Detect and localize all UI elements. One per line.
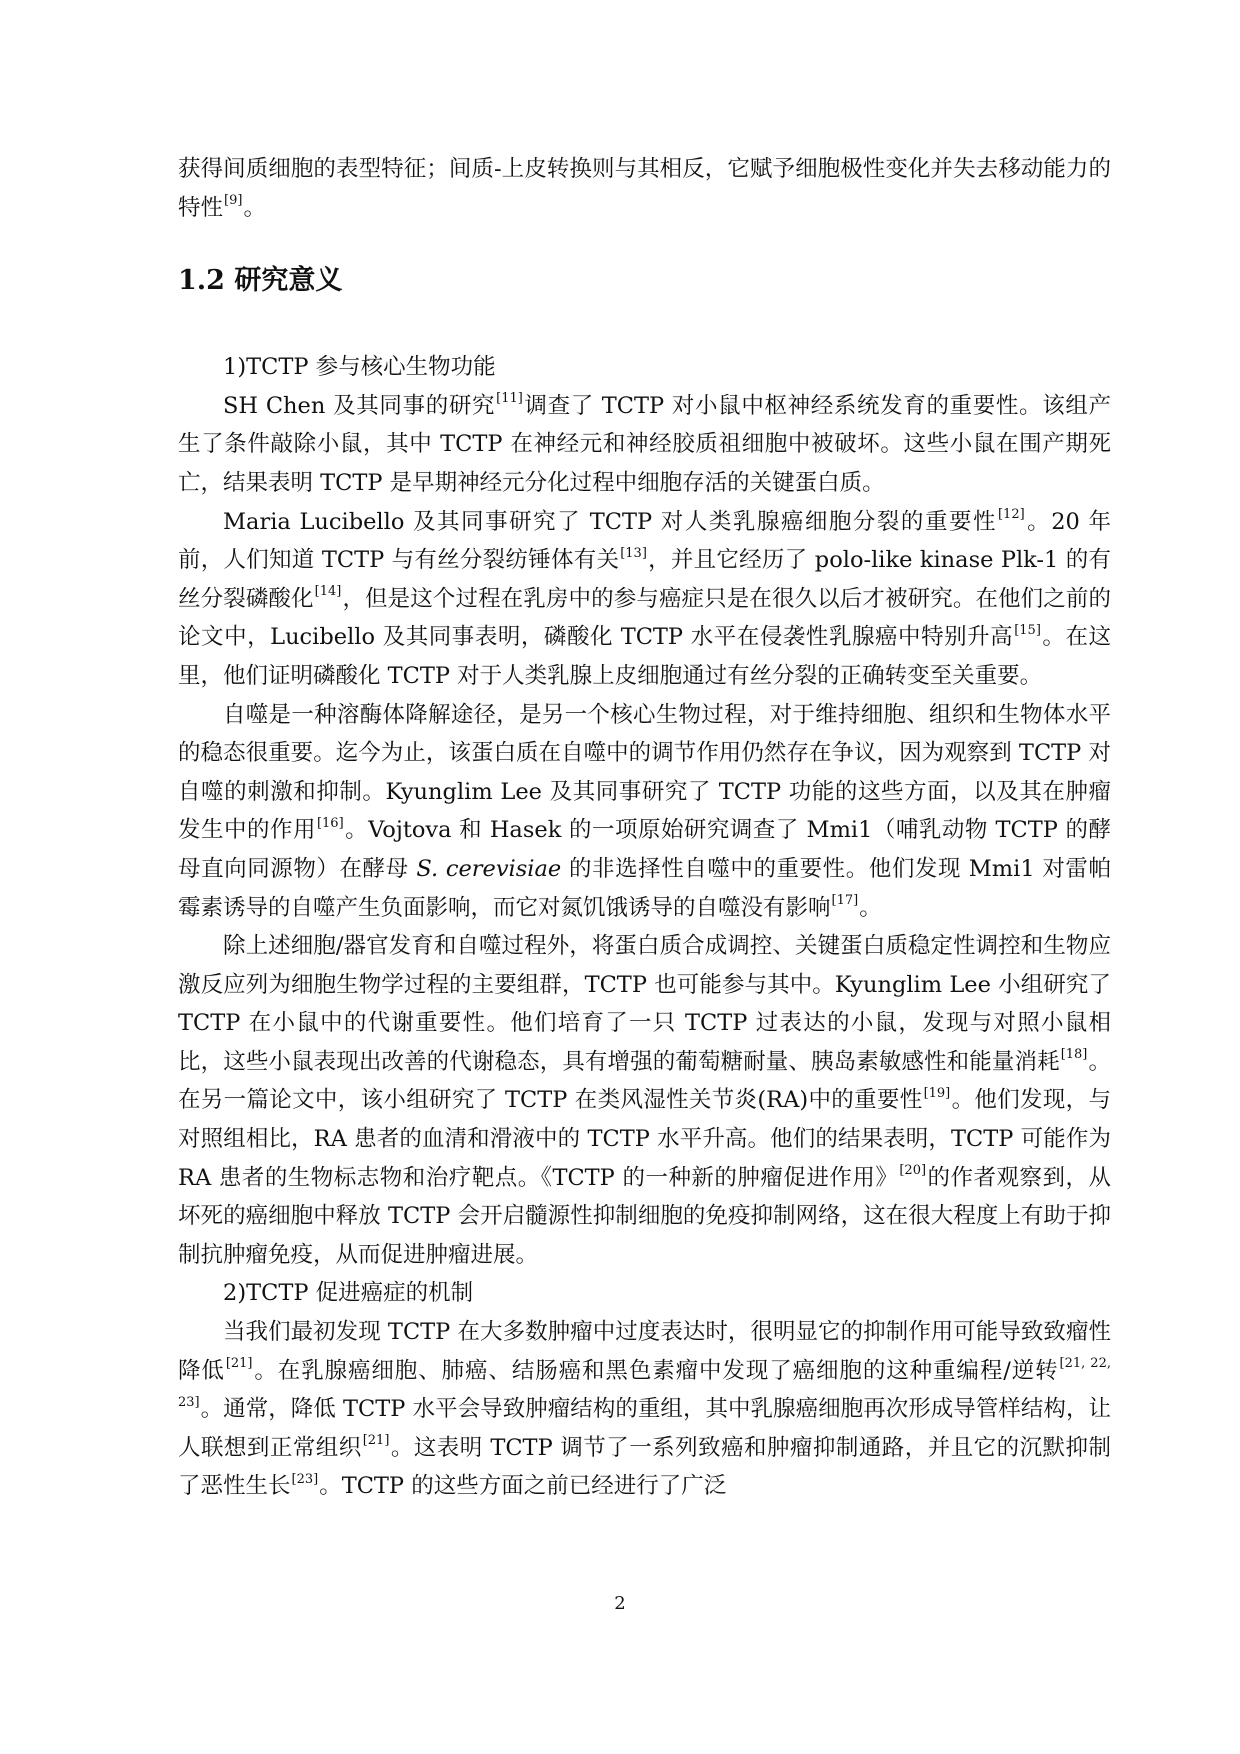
paragraph-text: 。在这里，他们证明磷酸化 TCTP 对于人类乳腺上皮细胞通过有丝分裂的正确转变至关重要。 — [178, 624, 1111, 689]
paragraph-text: 。TCTP 的这些方面之前已经进行了广泛 — [319, 1473, 727, 1500]
citation: [15] — [1014, 622, 1041, 638]
paragraph-text: 。在另一篇论文中，该小组研究了 TCTP 在类风湿性关节炎(RA)中的重要性 — [178, 1048, 1111, 1114]
paragraph-text: 。在乳腺癌细胞、肺癌、结肠癌和黑色素瘤中发现了癌细胞的这种重编程/逆转 — [253, 1357, 1059, 1384]
paragraph-text: 。通常，降低 TCTP 水平会导致肿瘤结构的重组，其中乳腺癌细胞再次形成导管样结构，让人联想到正常组织 — [178, 1396, 1111, 1461]
citation: [12] — [997, 507, 1025, 523]
paragraph-text: 当我们最初发现 TCTP 在大多数肿瘤中过度表达时，很明显它的抑制作用可能导致致瘤性降低 — [178, 1319, 1111, 1384]
paragraph-text: 自噬是一种溶酶体降解途径，是另一个核心生物过程，对于维持细胞、组织和生物体水平的稳态很重要。迄今为止，该蛋白质在自噬中的调节作用仍然存在争议，因为观察到 TCTP 对自噬的刺激和抑制。Kyunglim Lee 及其同事研究了 TCTP 功能的这些方面，以及其在肿瘤发生中的作用 — [178, 701, 1111, 844]
paragraph-text: SH Chen 及其同事的研究 — [223, 392, 496, 419]
paragraph-text: Maria Lucibello 及其同事研究了 TCTP 对人类乳腺癌细胞分裂的重要性 — [223, 508, 997, 535]
species-name: S. cerevisiae — [416, 855, 562, 882]
paragraph-text: 。Vojtova 和 Hasek 的一项原始研究调查了 Mmi1（哺乳动物 TCTP 的酵母直向同源物）在酵母 — [178, 817, 1111, 882]
paragraph-autophagy — [178, 696, 1111, 928]
paragraph-text: 调查了 TCTP 对小鼠中枢神经系统发育的重要性。该组产生了条件敲除小鼠，其中 TCTP 在神经元和神经胶质祖细胞中被破坏。这些小鼠在围产期死亡，结果表明 TCTP 是早期神经元分化过程中细胞存活的关键蛋白质。 — [178, 392, 1111, 496]
citation: [19] — [923, 1085, 951, 1101]
citation: [16] — [316, 815, 344, 831]
paragraph-tumor — [178, 1313, 1111, 1506]
citation: [17] — [831, 893, 859, 908]
citation: [13] — [620, 545, 647, 561]
section-heading: 1.2 研究意义 — [178, 265, 343, 297]
paragraph-metabolism — [178, 927, 1111, 1274]
paragraph-text: 。 — [859, 894, 882, 921]
citation: [20] — [899, 1163, 927, 1179]
paragraph-text: 。他们发现，与对照组相比，RA 患者的血清和滑液中的 TCTP 水平升高。他们的结果表明，TCTP 可能作为 RA 患者的生物标志物和治疗靶点。《TCTP 的一种新的肿瘤促进作用》 — [178, 1087, 1111, 1191]
paragraph-text: 的作者观察到，从坏死的癌细胞中释放 TCTP 会开启髓源性抑制细胞的免疫抑制网络，这在很大程度上有助于抑制抗肿瘤免疫，从而促进肿瘤进展。 — [178, 1164, 1111, 1268]
intro-text: 获得间质细胞的表型特征；间质-上皮转换则与其相反，它赋予细胞极性变化并失去移动能力的特性 — [178, 156, 1111, 221]
citation: [18] — [1060, 1047, 1088, 1063]
paragraph-text: ，并且它经历了 polo-like kinase Plk-1 的有丝分裂磷酸化 — [178, 547, 1111, 612]
paragraph-text: ，但是这个过程在乳房中的参与癌症只是在很久以后才被研究。在他们之前的论文中，Lucibello 及其同事表明，磷酸化 TCTP 水平在侵袭性乳腺癌中特别升高 — [178, 585, 1111, 651]
page-body — [178, 150, 1111, 1506]
paragraph-chen — [178, 387, 1111, 503]
paragraph-text: 除上述细胞/器官发育和自噬过程外，将蛋白质合成调控、关键蛋白质稳定性调控和生物应激反应列为细胞生物学过程的主要组群，TCTP 也可能参与其中。Kyunglim Lee 小组研究了 TCTP 在小鼠中的代谢重要性。他们培育了一只 TCTP 过表达的小鼠，发现与对照小鼠相比，这些小鼠表现出改善的代谢稳态，具有增强的葡萄糖耐量、胰岛素敏感性和能量消耗 — [178, 933, 1111, 1075]
citation: [9] — [224, 193, 243, 209]
intro-end: 。 — [243, 194, 266, 221]
subheading-core-functions: 1)TCTP 参与核心生物功能 — [223, 354, 496, 381]
citation: [23] — [291, 1471, 319, 1487]
citation: [11] — [496, 391, 523, 407]
page-number: 2 — [614, 1593, 626, 1614]
subheading-cancer-mechanism: 2)TCTP 促进癌症的机制 — [223, 1280, 474, 1307]
paragraph-text: 。这表明 TCTP 调节了一系列致癌和肿瘤抑制通路，并且它的沉默抑制了恶性生长 — [178, 1434, 1111, 1500]
citation: [21] — [225, 1356, 253, 1372]
citation: [14] — [314, 584, 342, 600]
intro-paragraph — [178, 150, 1111, 227]
paragraph-lucibello — [178, 503, 1111, 696]
citation: [21] — [362, 1433, 390, 1449]
citation: [21, 22, 23] — [178, 1356, 1111, 1410]
paragraph-text: 的非选择性自噬中的重要性。他们发现 Mmi1 对雷帕霉素诱导的自噬产生负面影响，而它对氮饥饿诱导的自噬没有影响 — [178, 855, 1112, 921]
paragraph-text: 。20 年前，人们知道 TCTP 与有丝分裂纺锤体有关 — [178, 508, 1111, 574]
